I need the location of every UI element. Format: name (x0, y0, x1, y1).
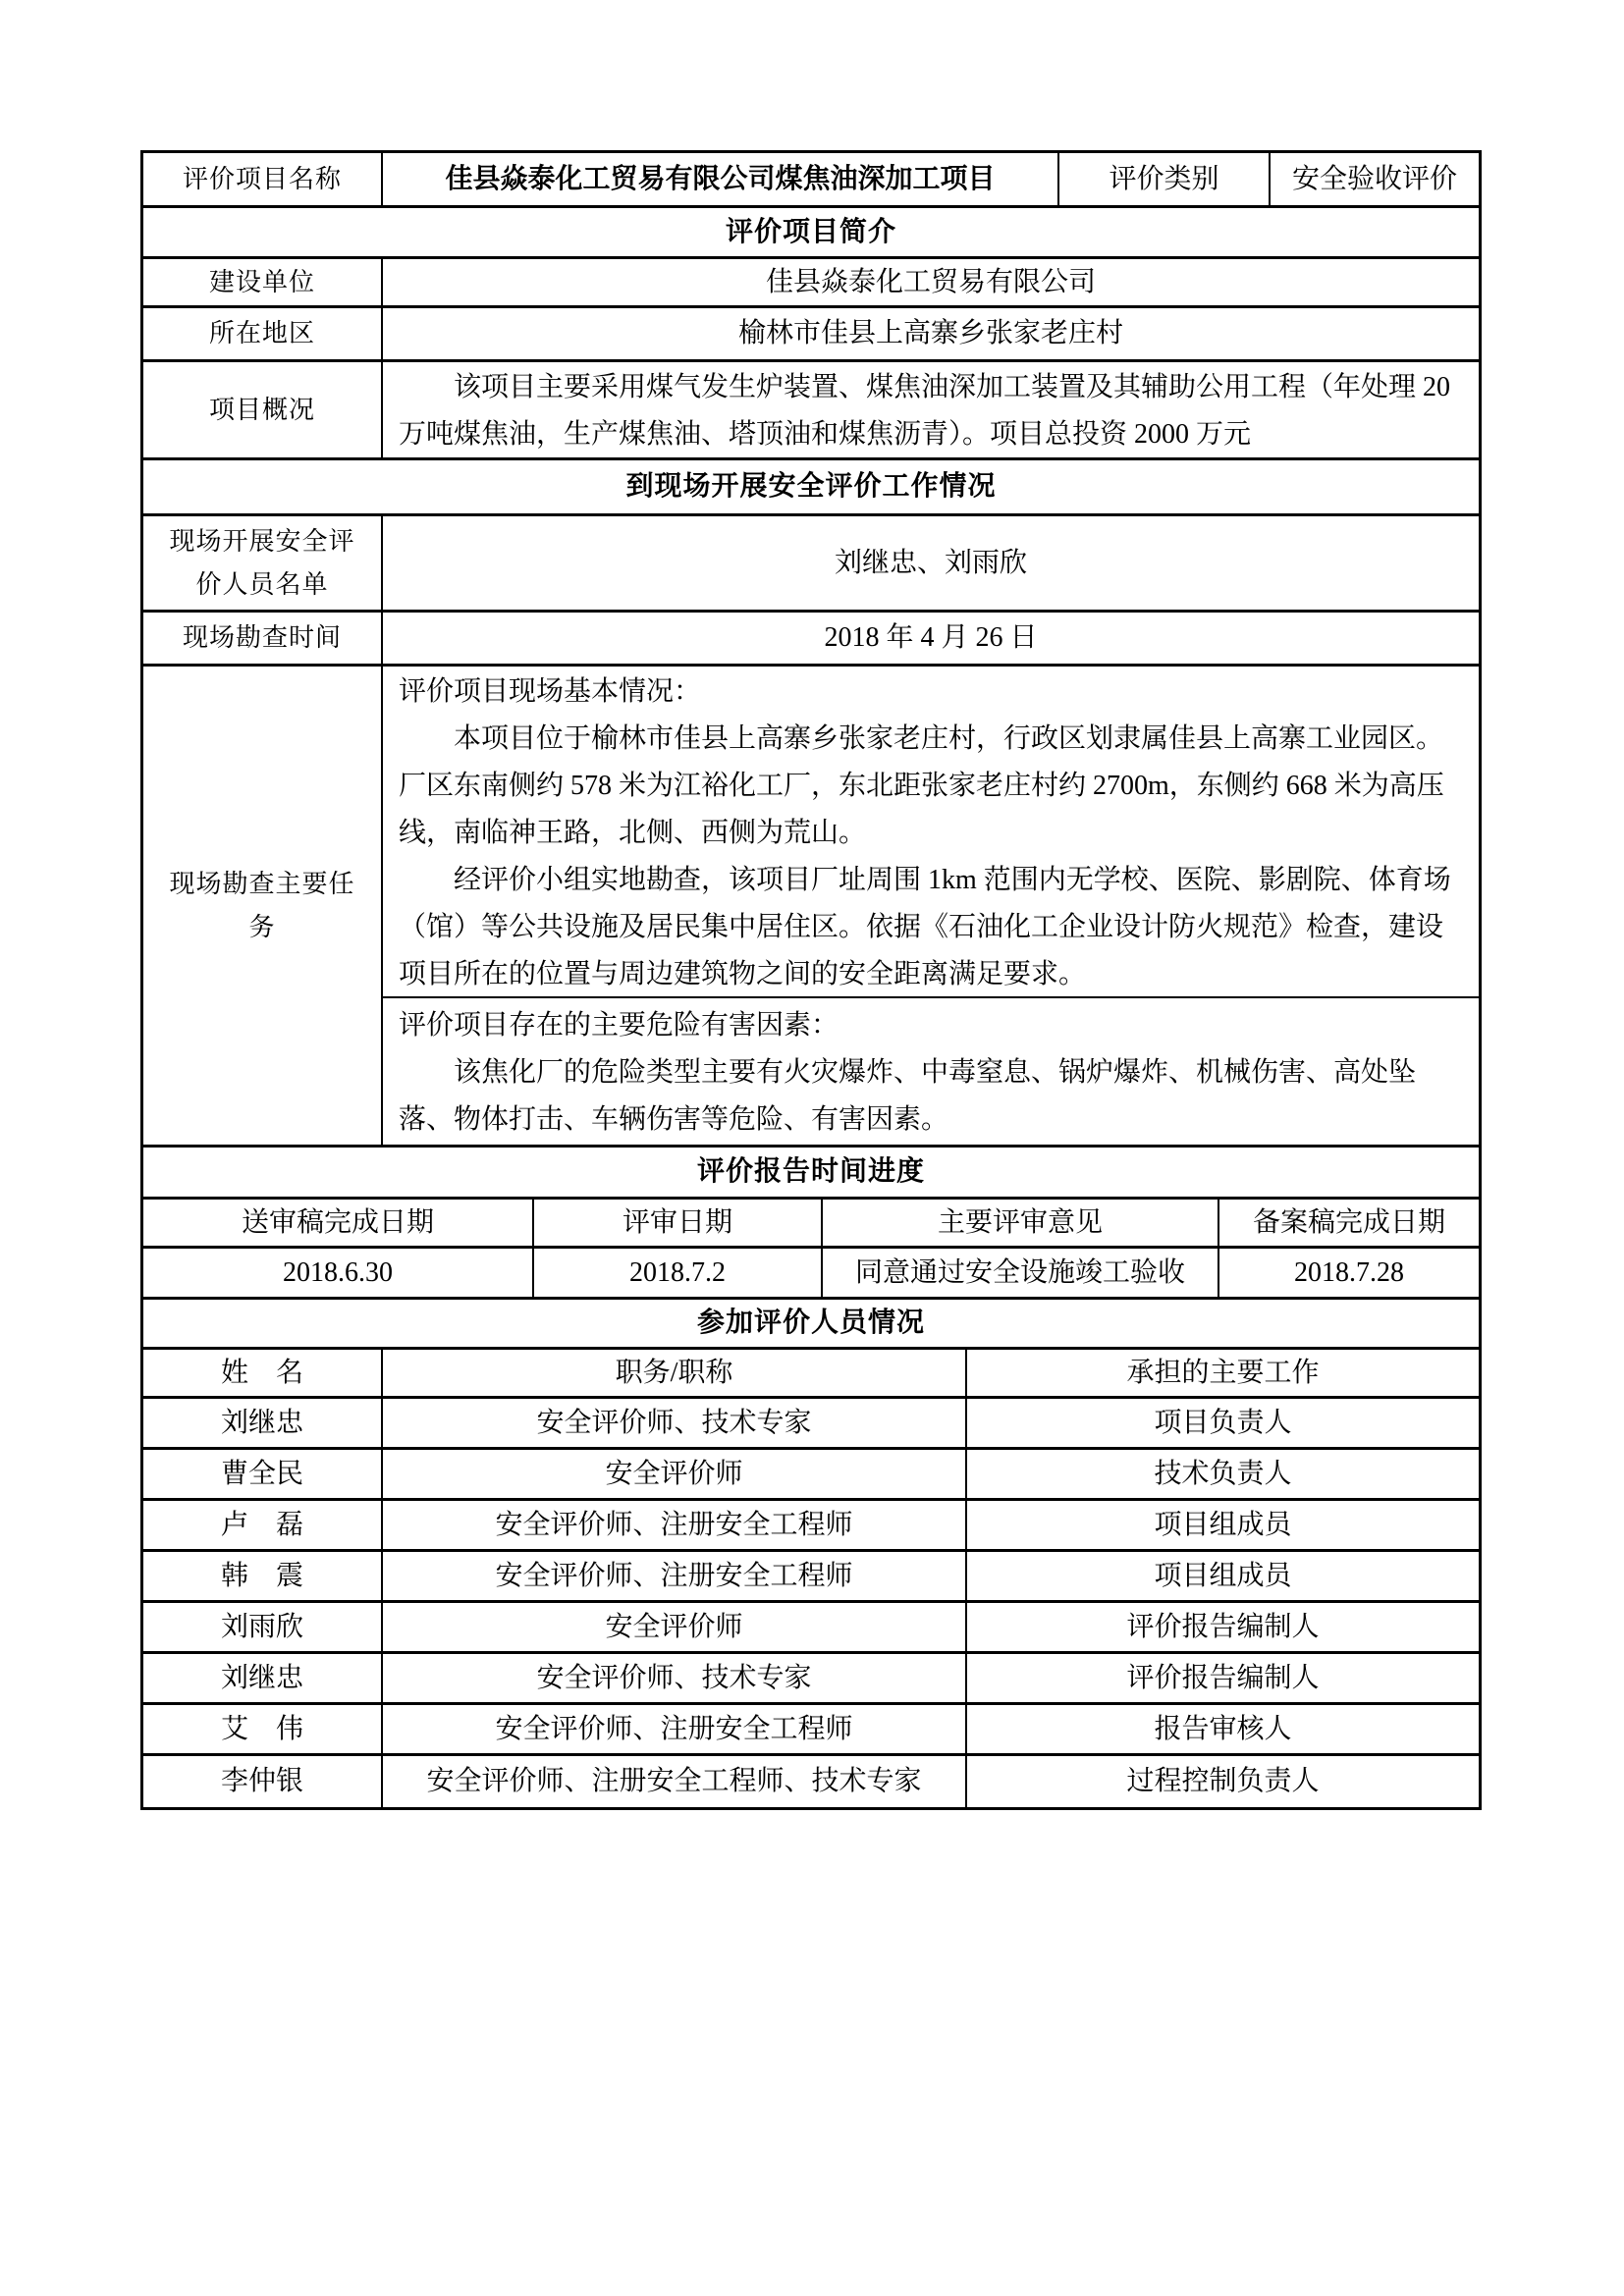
participant-row (143, 1603, 1479, 1654)
participant-title: 安全评价师、注册安全工程师、技术专家 (383, 1756, 967, 1807)
section-participants-title: 参加评价人员情况 (696, 1308, 925, 1338)
participant-name: 曹全民 (143, 1450, 383, 1498)
hazard-factors (383, 998, 1479, 1148)
site-basic-heading: 评价项目现场基本情况： (399, 675, 702, 707)
participant-title: 安全评价师 (383, 1603, 967, 1651)
survey-date-label: 现场勘查时间 (143, 613, 383, 664)
participant-work: 评价报告编制人 (1126, 1611, 1320, 1642)
survey-date-row (143, 613, 1479, 667)
schedule-draft-date: 2018.6.30 (143, 1249, 534, 1297)
participant-title: 安全评价师、技术专家 (383, 1399, 967, 1447)
schedule-record-date: 2018.7.28 (1294, 1256, 1404, 1288)
participant-work: 报告审核人 (1154, 1713, 1292, 1744)
hazard-factors-heading: 评价项目存在的主要危险有害因素： (399, 1009, 839, 1041)
participant-work: 技术负责人 (1154, 1458, 1292, 1489)
project-name-row (143, 153, 1479, 208)
location-value: 榆林市佳县上高寨乡张家老庄村 (737, 318, 1123, 348)
site-basic-conditions (383, 665, 1479, 998)
participant-row (143, 1654, 1479, 1705)
site-basic-paragraph-1: 本项目位于榆林市佳县上高寨乡张家老庄村，行政区划隶属佳县上高寨工业园区。厂区东南侧约 578 米为江裕化工厂，东北距张家老庄村约 2700m，东侧约 668 米为高压线，南临神王路，北侧、西侧为荒山。 (399, 722, 1444, 848)
section-schedule-title: 评价报告时间进度 (696, 1156, 925, 1187)
survey-task-label: 现场勘查主要任务 (143, 667, 383, 1145)
construction-unit-label: 建设单位 (143, 259, 383, 305)
participant-row (143, 1450, 1479, 1501)
participant-row (143, 1501, 1479, 1552)
project-overview-label: 项目概况 (143, 362, 383, 457)
participant-name: 艾 伟 (143, 1705, 383, 1753)
participant-name: 刘继忠 (143, 1399, 383, 1447)
participants-col-title: 职务/职称 (383, 1350, 967, 1396)
participant-work: 过程控制负责人 (1126, 1766, 1320, 1796)
site-staff-row (143, 516, 1479, 613)
evaluation-report-table (140, 150, 1482, 1810)
category-label: 评价类别 (1059, 153, 1271, 205)
project-overview-row (143, 362, 1479, 460)
site-staff-value: 刘继忠、刘雨欣 (834, 547, 1027, 578)
schedule-header-row (143, 1200, 1479, 1249)
participant-row (143, 1705, 1479, 1756)
participant-name: 卢 磊 (143, 1501, 383, 1549)
participant-name: 李仲银 (143, 1756, 383, 1807)
project-overview-value (383, 362, 1479, 457)
participants-col-name: 姓 名 (143, 1350, 383, 1396)
participant-row (143, 1399, 1479, 1450)
participant-name: 刘雨欣 (143, 1603, 383, 1651)
schedule-col-draft-date: 送审稿完成日期 (143, 1200, 534, 1246)
section-participants-header (143, 1300, 1479, 1350)
schedule-review-opinion: 同意通过安全设施竣工验收 (823, 1249, 1219, 1297)
section-intro-title: 评价项目简介 (725, 216, 896, 247)
section-sitework-header (143, 460, 1479, 516)
section-intro-header (143, 208, 1479, 259)
location-label: 所在地区 (143, 308, 383, 359)
participant-title: 安全评价师、技术专家 (383, 1654, 967, 1702)
participant-work: 评价报告编制人 (1126, 1662, 1320, 1693)
participant-title: 安全评价师 (383, 1450, 967, 1498)
location-row (143, 308, 1479, 362)
schedule-review-date: 2018.7.2 (534, 1249, 823, 1297)
participant-name: 刘继忠 (143, 1654, 383, 1702)
participant-title: 安全评价师、注册安全工程师 (383, 1552, 967, 1600)
site-basic-paragraph-2: 经评价小组实地勘查，该项目厂址周围 1km 范围内无学校、医院、影剧院、体育场（馆）等公共设施及居民集中居住区。依据《石油化工企业设计防火规范》检查，建设项目所在的位置与周边建筑物之间的安全距离满足要求。 (399, 864, 1451, 989)
participant-title: 安全评价师、注册安全工程师 (383, 1705, 967, 1753)
participant-work: 项目组成员 (1154, 1509, 1292, 1540)
survey-task-row (143, 667, 1479, 1148)
project-name-label: 评价项目名称 (143, 153, 383, 205)
schedule-col-review-opinion: 主要评审意见 (823, 1200, 1219, 1246)
site-staff-label: 现场开展安全评价人员名单 (143, 516, 383, 610)
participant-title: 安全评价师、注册安全工程师 (383, 1501, 967, 1549)
participants-col-work: 承担的主要工作 (1126, 1357, 1320, 1388)
schedule-values-row (143, 1249, 1479, 1300)
schedule-col-record-date: 备案稿完成日期 (1252, 1206, 1445, 1238)
participants-header-row (143, 1350, 1479, 1399)
participant-row (143, 1552, 1479, 1603)
schedule-col-review-date: 评审日期 (534, 1200, 823, 1246)
hazard-factors-paragraph: 该焦化厂的危险类型主要有火灾爆炸、中毒窒息、锅炉爆炸、机械伤害、高处坠落、物体打击、车辆伤害等危险、有害因素。 (399, 1056, 1417, 1135)
participant-name: 韩 震 (143, 1552, 383, 1600)
construction-unit-value: 佳县焱泰化工贸易有限公司 (765, 266, 1096, 297)
project-name-value: 佳县焱泰化工贸易有限公司煤焦油深加工项目 (383, 153, 1059, 205)
section-sitework-title: 到现场开展安全评价工作情况 (625, 471, 997, 502)
construction-unit-row (143, 259, 1479, 308)
project-overview-text: 该项目主要采用煤气发生炉装置、煤焦油深加工装置及其辅助公用工程（年处理 20 万吨煤焦油，生产煤焦油、塔顶油和煤焦沥青）。项目总投资 2000 万元 (399, 372, 1451, 450)
participant-row (143, 1756, 1479, 1807)
participant-work: 项目负责人 (1154, 1407, 1292, 1438)
participant-work: 项目组成员 (1154, 1560, 1292, 1591)
survey-task-content (383, 667, 1479, 1145)
section-schedule-header (143, 1148, 1479, 1200)
category-value: 安全验收评价 (1291, 163, 1457, 194)
survey-date-value: 2018 年 4 月 26 日 (824, 622, 1038, 653)
